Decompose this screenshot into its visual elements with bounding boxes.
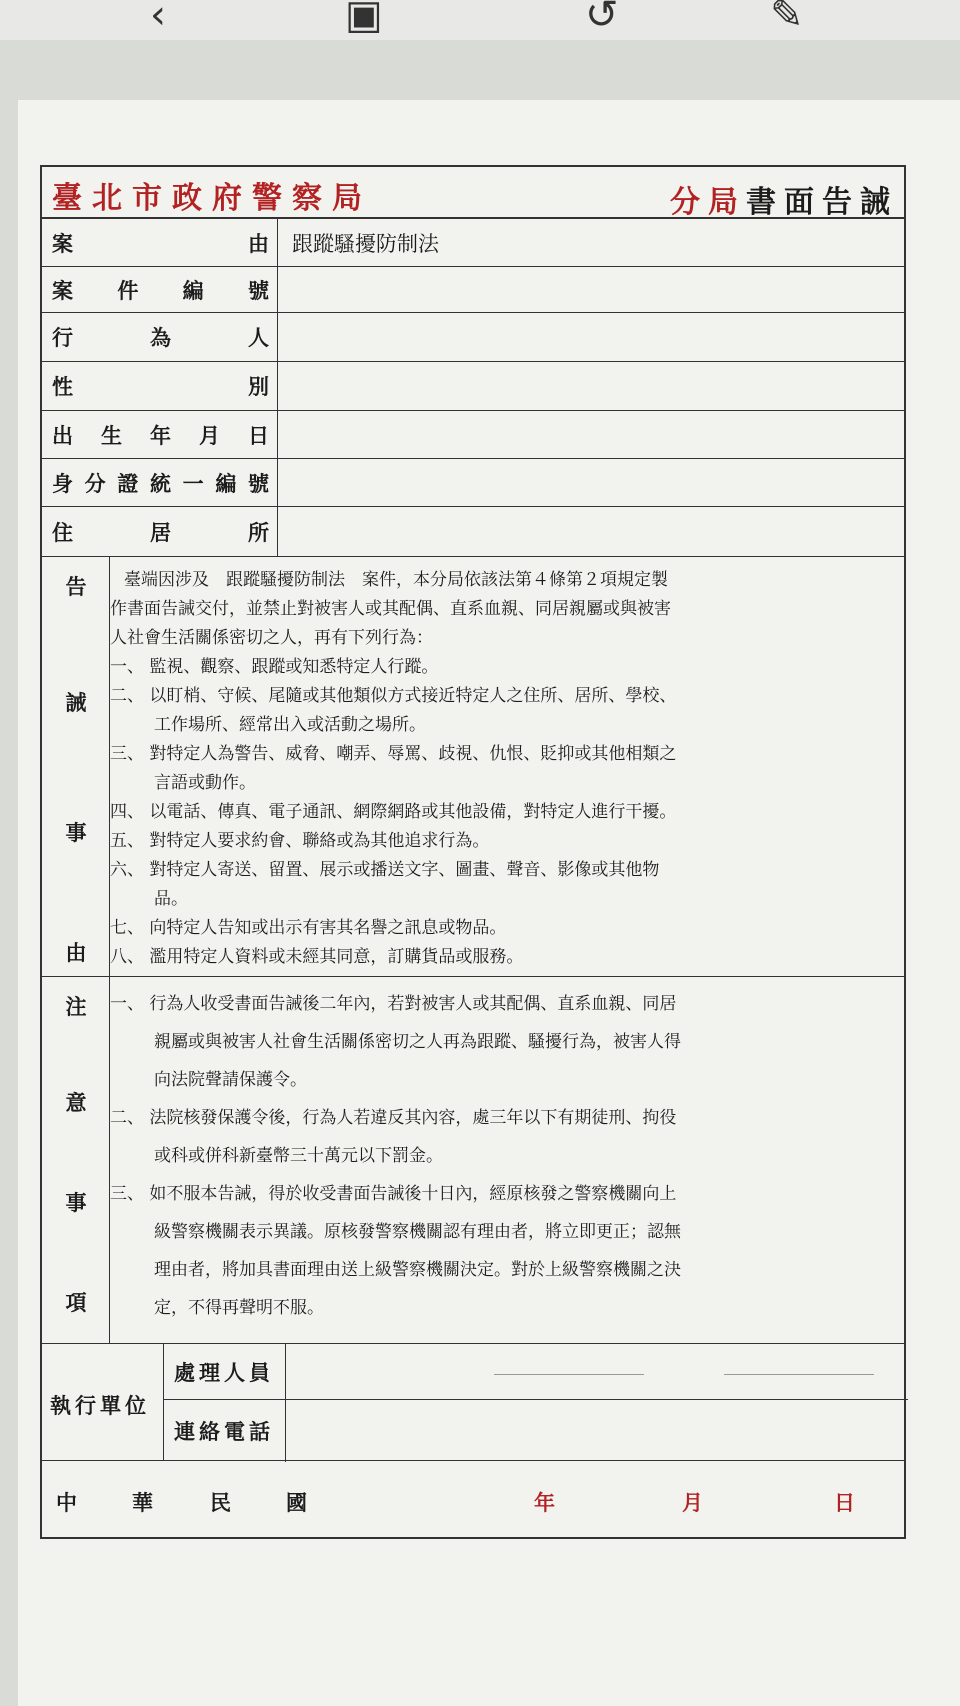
form-header — [42, 167, 904, 219]
agency-title: 臺北市政府警察局 — [52, 181, 372, 216]
field-label-char: 號 — [248, 277, 269, 303]
warning-text-line: 四、 以電話、傳真、電子通訊、網際網路或其他設備，對特定人進行干擾。 — [110, 802, 677, 822]
field-row — [42, 507, 904, 557]
field-label-char: 編 — [215, 470, 237, 496]
field-label-char: 由 — [248, 230, 269, 256]
notes-text-line: 級警察機關表示異議。原核發警察機關認有理由者，將立即更正；認無 — [154, 1222, 681, 1242]
date-day-label: 日 — [834, 1490, 855, 1515]
execution-unit-cell — [42, 1344, 164, 1460]
notes-side-label — [42, 977, 110, 1343]
warning-text-line: 作書面告誡交付，並禁止對被害人或其配偶、直系血親、同居親屬或與被害 — [110, 599, 671, 619]
date-year-label: 年 — [534, 1490, 555, 1515]
handler-line — [494, 1374, 644, 1375]
viewer-toolbar — [0, 0, 960, 40]
warning-text-line: 臺端因涉及 跟蹤騷擾防制法 案件，本分局依該法第４條第２項規定製 — [124, 570, 668, 590]
document-title — [670, 177, 898, 221]
field-row — [42, 459, 904, 507]
side-char: 事 — [65, 1190, 87, 1215]
warning-text-line: 工作場所、經常出入或活動之場所。 — [154, 715, 426, 735]
date-era-char: 民 — [210, 1490, 231, 1515]
field-row — [42, 219, 904, 267]
field-label-char: 行 — [52, 325, 73, 350]
edit-icon[interactable]: ✎ — [770, 0, 804, 38]
field-label-char: 所 — [248, 519, 269, 545]
notes-section — [42, 977, 904, 1343]
handler-row — [164, 1344, 908, 1400]
field-label-char: 年 — [150, 422, 171, 448]
field-row — [42, 362, 904, 411]
notes-text-line: 或科或併科新臺幣三十萬元以下罰金。 — [154, 1146, 443, 1166]
field-label-char: 編 — [182, 277, 204, 303]
field-label-char: 案 — [52, 277, 73, 303]
field-label-char: 身 — [52, 470, 73, 496]
side-char: 意 — [65, 1090, 87, 1115]
field-row — [42, 267, 904, 313]
field-label-char: 居 — [150, 519, 171, 545]
execution-unit-block — [42, 1343, 904, 1461]
field-label-char: 生 — [101, 422, 122, 448]
warning-text-line: 人社會生活關係密切之人，再有下列行為： — [110, 628, 433, 648]
notes-text-line: 定，不得再聲明不服。 — [154, 1298, 324, 1318]
field-label-char: 人 — [248, 325, 269, 350]
field-label-char: 性 — [52, 374, 73, 399]
warning-text-line: 三、 對特定人為警告、威脅、嘲弄、辱罵、歧視、仇恨、貶抑或其他相類之 — [110, 744, 677, 764]
field-label-char: 證 — [117, 470, 139, 496]
field-label-char: 分 — [84, 470, 106, 496]
field-label-char: 案 — [52, 230, 73, 256]
field-label-cell — [42, 411, 278, 458]
field-label-char: 統 — [150, 470, 171, 496]
phone-key — [164, 1400, 286, 1462]
warning-side-label — [42, 557, 110, 976]
side-char: 注 — [65, 994, 87, 1019]
rotate-icon[interactable]: ↺ — [585, 0, 619, 38]
field-row — [42, 411, 904, 459]
warning-text-line: 五、 對特定人要求約會、聯絡或為其他追求行為。 — [110, 831, 490, 851]
handler-label: 處理人員 — [174, 1359, 274, 1385]
date-row — [42, 1461, 904, 1539]
phone-label: 連絡電話 — [174, 1419, 274, 1444]
warning-text-line: 品。 — [154, 889, 188, 909]
date-era-char: 中 — [56, 1490, 77, 1515]
field-label-char: 號 — [248, 470, 269, 496]
field-value: 跟蹤騷擾防制法 — [292, 231, 439, 256]
field-label-cell — [42, 219, 278, 266]
notes-text-line: 一、 行為人收受書面告誡後二年內，若對被害人或其配偶、直系血親、同居 — [110, 994, 677, 1014]
warning-text-line: 言語或動作。 — [154, 773, 256, 793]
field-label-cell — [42, 362, 278, 410]
notes-text-line: 三、 如不服本告誡，得於收受書面告誡後十日內，經原核發之警察機關向上 — [110, 1184, 677, 1204]
warning-notice-form — [40, 165, 906, 1539]
date-month-label: 月 — [682, 1490, 703, 1515]
side-char: 誡 — [65, 690, 87, 715]
calendar-icon[interactable]: ▣ — [345, 0, 383, 38]
execution-unit-label: 執行單位 — [50, 1393, 150, 1418]
warning-text-line: 六、 對特定人寄送、留置、展示或播送文字、圖畫、聲音、影像或其他物 — [110, 860, 660, 880]
field-label-char: 件 — [117, 277, 139, 303]
date-era-char: 國 — [286, 1490, 307, 1515]
back-icon[interactable]: ‹ — [150, 0, 166, 38]
warning-text-line: 一、 監視、觀察、跟蹤或知悉特定人行蹤。 — [110, 657, 439, 677]
handler-key — [164, 1344, 286, 1399]
notes-text-line: 理由者，將加具書面理由送上級警察機關決定。對於上級警察機關之決 — [154, 1260, 681, 1280]
field-label-char: 為 — [150, 325, 171, 350]
field-label-cell — [42, 267, 278, 312]
side-char: 項 — [65, 1290, 87, 1315]
field-label-char: 別 — [248, 374, 269, 399]
notes-text-line: 親屬或與被害人社會生活關係密切之人再為跟蹤、騷擾行為，被害人得 — [154, 1032, 681, 1052]
side-char: 告 — [65, 574, 87, 599]
field-label-char: 住 — [52, 519, 73, 545]
warning-text-line: 八、 濫用特定人資料或未經其同意，訂購貨品或服務。 — [110, 947, 524, 967]
warning-text-line: 七、 向特定人告知或出示有害其名譽之訊息或物品。 — [110, 918, 507, 938]
field-row — [42, 313, 904, 362]
field-label-cell — [42, 313, 278, 361]
handler-line — [724, 1374, 874, 1375]
field-label-char: 出 — [52, 422, 73, 448]
field-label-char: 月 — [199, 422, 220, 448]
notes-text-line: 向法院聲請保護令。 — [154, 1070, 307, 1090]
side-char: 由 — [65, 940, 87, 965]
date-era-char: 華 — [132, 1490, 153, 1515]
notice-label: 書面告誡 — [746, 185, 898, 220]
phone-row — [164, 1400, 908, 1462]
field-label-char: 日 — [248, 422, 269, 448]
warning-text-line: 二、 以盯梢、守候、尾隨或其他類似方式接近特定人之住所、居所、學校、 — [110, 686, 677, 706]
warning-section — [42, 557, 904, 977]
field-label-char: 一 — [182, 470, 204, 496]
notes-text-line: 二、 法院核發保護令後，行為人若違反其內容，處三年以下有期徒刑、拘役 — [110, 1108, 677, 1128]
field-label-cell — [42, 459, 278, 506]
branch-label: 分局 — [670, 185, 746, 220]
side-char: 事 — [65, 820, 87, 845]
field-label-cell — [42, 507, 278, 556]
